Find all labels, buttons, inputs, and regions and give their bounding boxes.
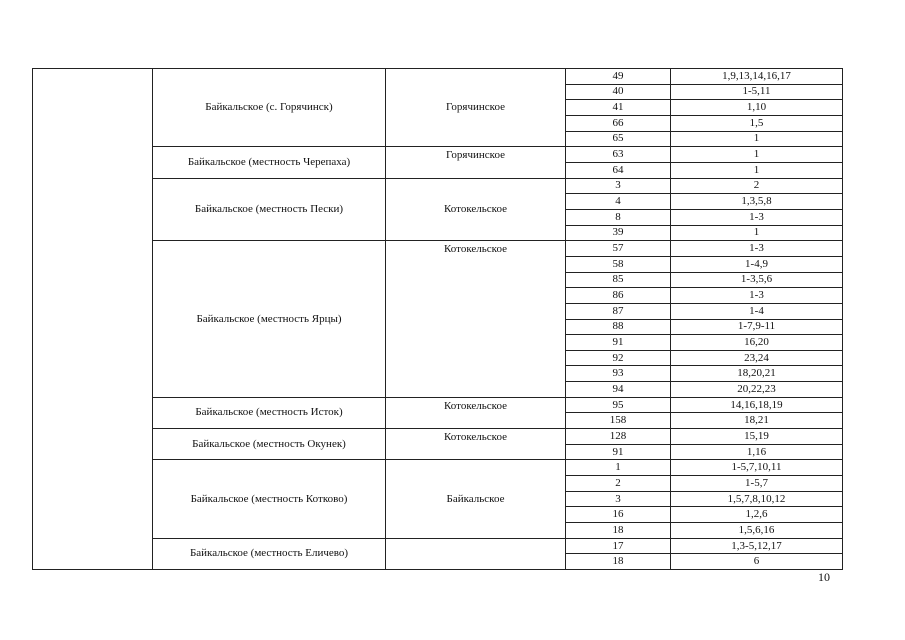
sections-cell: 23,24	[671, 350, 843, 366]
sections-cell: 18,20,21	[671, 366, 843, 382]
quarter-cell: 18	[566, 523, 671, 539]
quarter-cell: 95	[566, 397, 671, 413]
sections-cell: 1,3,5,8	[671, 194, 843, 210]
sections-cell: 1	[671, 131, 843, 147]
quarter-cell: 2	[566, 476, 671, 492]
sections-cell: 1-3,5,6	[671, 272, 843, 288]
sections-cell: 14,16,18,19	[671, 397, 843, 413]
sections-cell: 1,3-5,12,17	[671, 538, 843, 554]
sections-cell: 15,19	[671, 429, 843, 445]
sections-cell: 1	[671, 225, 843, 241]
table-row	[33, 241, 843, 257]
table-row	[33, 429, 843, 445]
sections-cell: 1-5,7	[671, 476, 843, 492]
sections-cell: 1,9,13,14,16,17	[671, 69, 843, 85]
quarter-cell: 86	[566, 288, 671, 304]
forestry-cell: Байкальское	[386, 460, 566, 538]
settlement-cell: Байкальское (местность Котково)	[153, 460, 386, 538]
quarter-cell: 4	[566, 194, 671, 210]
forestry-cell: Котокельское	[386, 178, 566, 241]
quarter-cell: 87	[566, 303, 671, 319]
forestry-cell: Котокельское	[386, 397, 566, 428]
quarter-cell: 158	[566, 413, 671, 429]
quarter-cell: 1	[566, 460, 671, 476]
table-row	[33, 178, 843, 194]
forest-plots-table	[32, 68, 843, 570]
table-row	[33, 538, 843, 554]
table-row	[33, 397, 843, 413]
sections-cell: 6	[671, 554, 843, 570]
blank-first-column	[33, 69, 153, 570]
quarter-cell: 18	[566, 554, 671, 570]
page-number: 10	[818, 570, 830, 584]
quarter-cell: 92	[566, 350, 671, 366]
quarter-cell: 63	[566, 147, 671, 163]
sections-cell: 1	[671, 147, 843, 163]
sections-cell: 1-5,11	[671, 84, 843, 100]
sections-cell: 1-3	[671, 288, 843, 304]
table-row	[33, 147, 843, 163]
settlement-cell: Байкальское (местность Черепаха)	[153, 147, 386, 178]
forestry-cell: Котокельское	[386, 429, 566, 460]
sections-cell: 1	[671, 162, 843, 178]
quarter-cell: 16	[566, 507, 671, 523]
sections-cell: 1-4,9	[671, 256, 843, 272]
quarter-cell: 39	[566, 225, 671, 241]
table-row	[33, 460, 843, 476]
quarter-cell: 40	[566, 84, 671, 100]
quarter-cell: 91	[566, 444, 671, 460]
sections-cell: 1,5,6,16	[671, 523, 843, 539]
sections-cell: 16,20	[671, 335, 843, 351]
sections-cell: 1-5,7,10,11	[671, 460, 843, 476]
forestry-cell: Горячинское	[386, 69, 566, 147]
quarter-cell: 64	[566, 162, 671, 178]
sections-cell: 1,16	[671, 444, 843, 460]
quarter-cell: 85	[566, 272, 671, 288]
settlement-cell: Байкальское (местность Исток)	[153, 397, 386, 428]
forestry-cell	[386, 538, 566, 569]
sections-cell: 1-3	[671, 241, 843, 257]
quarter-cell: 49	[566, 69, 671, 85]
sections-cell: 1,5	[671, 115, 843, 131]
quarter-cell: 3	[566, 491, 671, 507]
sections-cell: 1-7,9-11	[671, 319, 843, 335]
sections-cell: 18,21	[671, 413, 843, 429]
settlement-cell: Байкальское (местность Пески)	[153, 178, 386, 241]
sections-cell: 20,22,23	[671, 382, 843, 398]
quarter-cell: 3	[566, 178, 671, 194]
quarter-cell: 57	[566, 241, 671, 257]
forestry-cell: Горячинское	[386, 147, 566, 178]
quarter-cell: 17	[566, 538, 671, 554]
sections-cell: 1,10	[671, 100, 843, 116]
quarter-cell: 94	[566, 382, 671, 398]
table-row	[33, 69, 843, 85]
quarter-cell: 128	[566, 429, 671, 445]
sections-cell: 2	[671, 178, 843, 194]
quarter-cell: 66	[566, 115, 671, 131]
settlement-cell: Байкальское (местность Окунек)	[153, 429, 386, 460]
settlement-cell: Байкальское (с. Горячинск)	[153, 69, 386, 147]
quarter-cell: 8	[566, 209, 671, 225]
quarter-cell: 65	[566, 131, 671, 147]
settlement-cell: Байкальское (местность Ярцы)	[153, 241, 386, 398]
sections-cell: 1,5,7,8,10,12	[671, 491, 843, 507]
quarter-cell: 58	[566, 256, 671, 272]
sections-cell: 1-4	[671, 303, 843, 319]
forestry-cell: Котокельское	[386, 241, 566, 398]
sections-cell: 1-3	[671, 209, 843, 225]
sections-cell: 1,2,6	[671, 507, 843, 523]
table-body	[33, 69, 843, 570]
quarter-cell: 93	[566, 366, 671, 382]
settlement-cell: Байкальское (местность Еличево)	[153, 538, 386, 569]
quarter-cell: 91	[566, 335, 671, 351]
document-table-container	[32, 68, 842, 570]
quarter-cell: 41	[566, 100, 671, 116]
quarter-cell: 88	[566, 319, 671, 335]
